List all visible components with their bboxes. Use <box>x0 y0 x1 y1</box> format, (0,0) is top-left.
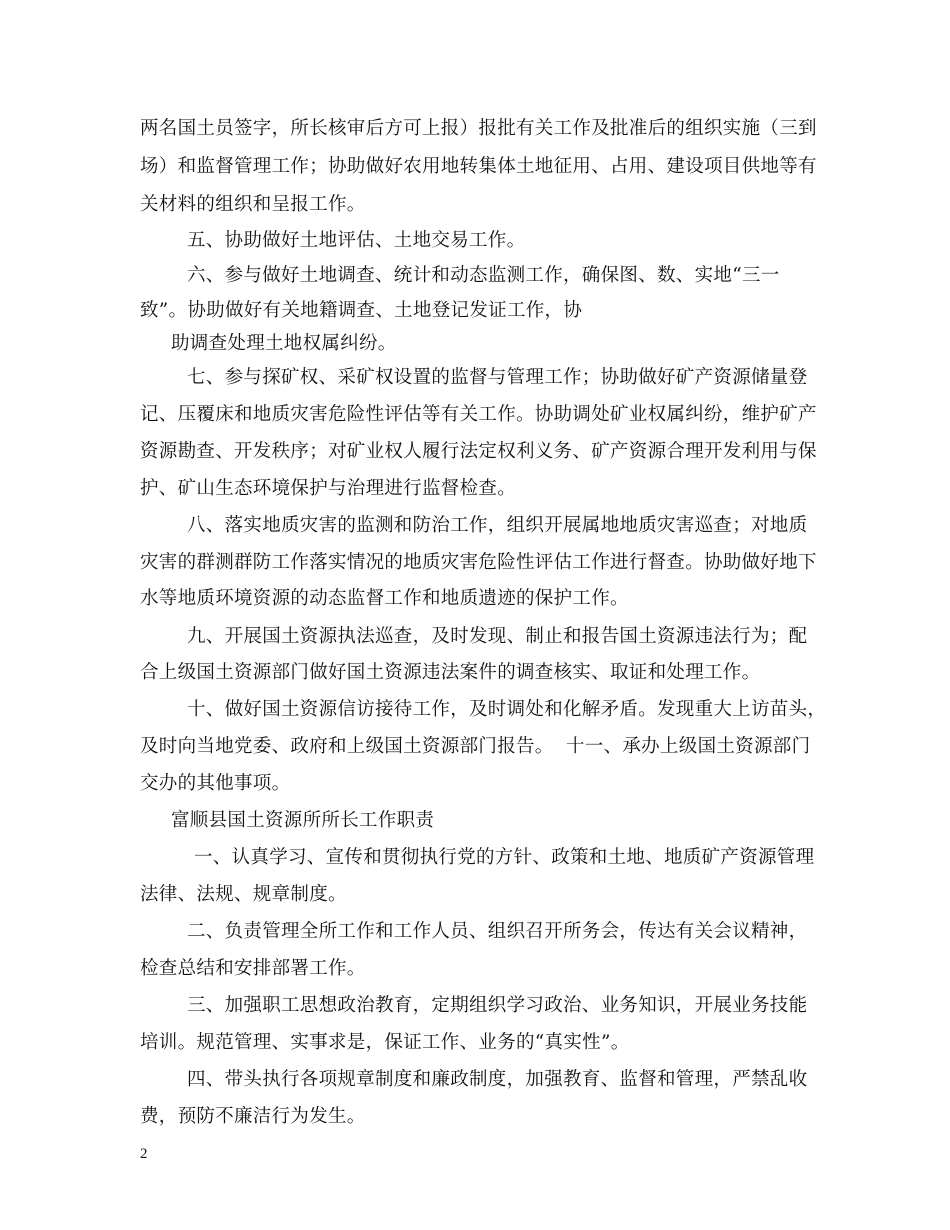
text-line: 二、负责管理全所工作和工作人员、组织召开所务会，传达有关会议精神， <box>187 921 808 942</box>
text-line: 费，预防不廉洁行为发生。 <box>140 1106 366 1127</box>
text-line: 交办的其他事项。 <box>140 773 291 794</box>
text-line: 关材料的组织和呈报工作。 <box>140 194 366 215</box>
text-line: 一、认真学习、宣传和贯彻执行党的方针、政策和土地、地质矿产资源管理 <box>194 847 815 868</box>
text-line: 三、加强职工思想政治教育，定期组织学习政治、业务知识，开展业务技能 <box>187 995 808 1016</box>
text-line: 检查总结和安排部署工作。 <box>140 958 366 979</box>
text-line: 培训。规范管理、实事求是，保证工作、业务的“真实性”。 <box>140 1032 630 1053</box>
text-line: 致”。协助做好有关地籍调查、土地登记发证工作，协 <box>140 300 583 321</box>
text-line: 合上级国土资源部门做好国土资源违法案件的调查核实、取证和处理工作。 <box>140 662 761 683</box>
text-line: 灾害的群测群防工作落实情况的地质灾害危险性评估工作进行督查。协助做好地下 <box>140 552 817 573</box>
text-line: 十、做好国土资源信访接待工作，及时调处和化解矛盾。发现重大上访苗头， <box>187 699 827 720</box>
page-number: 2 <box>140 1146 148 1162</box>
text-line: 记、压覆床和地质灾害危险性评估等有关工作。协助调处矿业权属纠纷，维护矿产 <box>140 404 817 425</box>
text-line: 七、参与探矿权、采矿权设置的监督与管理工作；协助做好矿产资源储量登 <box>187 367 808 388</box>
text-line: 四、带头执行各项规章制度和廉政制度，加强教育、监督和管理，严禁乱收 <box>187 1069 808 1090</box>
section-heading: 富顺县国土资源所所长工作职责 <box>171 810 435 831</box>
text-line: 六、参与做好土地调查、统计和动态监测工作，确保图、数、实地“三一 <box>187 265 780 286</box>
text-line: 五、协助做好土地评估、土地交易工作。 <box>187 230 526 251</box>
text-line: 九、开展国土资源执法巡查，及时发现、制止和报告国土资源违法行为；配 <box>187 626 808 647</box>
text-line: 法律、法规、规章制度。 <box>140 884 347 905</box>
text-line: 场）和监督管理工作；协助做好农用地转集体土地征用、占用、建设项目供地等有 <box>140 156 817 177</box>
text-line: 及时向当地党委、政府和上级国土资源部门报告。 十一、承办上级国土资源部门 <box>140 736 811 757</box>
text-line: 两名国土员签字，所长核审后方可上报）报批有关工作及批准后的组织实施（三到 <box>140 118 817 139</box>
text-line: 资源勘查、开发秩序；对矿业权人履行法定权利义务、矿产资源合理开发利用与保 <box>140 441 817 462</box>
text-line: 水等地质环境资源的动态监督工作和地质遗迹的保护工作。 <box>140 588 629 609</box>
text-line: 护、矿山生态环境保护与治理进行监督检查。 <box>140 478 517 499</box>
text-line: 助调查处理土地权属纠纷。 <box>171 333 397 354</box>
text-line: 八、落实地质灾害的监测和防治工作，组织开展属地地质灾害巡查；对地质 <box>187 515 808 536</box>
